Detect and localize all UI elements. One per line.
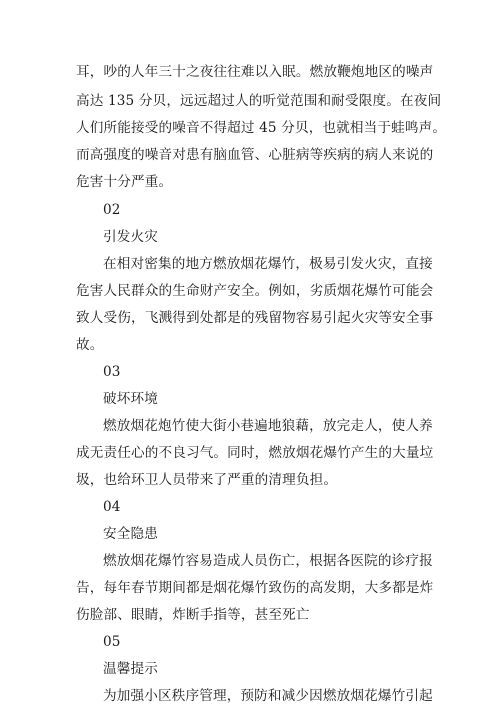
section-heading: 引发火灾: [103, 229, 158, 245]
section-number: 05: [103, 634, 121, 650]
paragraph-line: 成无责任心的不良习气。同时，燃放烟花爆竹产生的大量垃: [76, 445, 434, 461]
paragraph-line: 耳，吵的人年三十之夜往往难以入眠。燃放鞭炮地区的噪声: [76, 64, 434, 80]
paragraph-line: 而高强度的噪音对患有脑血管、心脏病等疾病的病人来说的: [76, 147, 434, 163]
paragraph-line: 伤脸部、眼睛，炸断手指等，甚至死亡: [76, 607, 310, 623]
section-number: 02: [103, 202, 121, 218]
paragraph-line: 致人受伤，飞溅得到处都是的残留物容易引起火灾等安全事: [76, 310, 434, 326]
paragraph-line: 为加强小区秩序管理，预防和减少因燃放烟花爆竹引起: [103, 688, 433, 704]
paragraph-line: 高达 135 分贝，远远超过人的听觉范围和耐受限度。在夜间: [76, 93, 442, 109]
paragraph-line: 告，每年春节期间都是烟花爆竹致伤的高发期，大多都是炸: [76, 580, 434, 596]
paragraph-line: 圾，也给环卫人员带来了严重的清理负担。: [76, 472, 338, 488]
paragraph-line: 燃放烟花炮竹使大街小巷遍地狼藉，放完走人，使人养: [103, 418, 433, 434]
paragraph-line: 燃放烟花爆竹容易造成人员伤亡，根据各医院的诊疗报: [103, 553, 433, 569]
section-heading: 破坏环境: [103, 391, 158, 407]
paragraph-line: 故。: [76, 337, 104, 353]
section-number: 04: [103, 499, 121, 515]
section-heading: 温馨提示: [103, 661, 158, 677]
paragraph-line: 人们所能接受的噪音不得超过 45 分贝，也就相当于蛙鸣声。: [76, 120, 447, 136]
paragraph-line: 危害十分严重。: [76, 174, 173, 190]
section-heading: 安全隐患: [103, 526, 158, 542]
paragraph-line: 在相对密集的地方燃放烟花爆竹，极易引发火灾，直接: [103, 256, 433, 272]
section-number: 03: [103, 364, 121, 380]
paragraph-line: 危害人民群众的生命财产安全。例如，劣质烟花爆竹可能会: [76, 283, 434, 299]
